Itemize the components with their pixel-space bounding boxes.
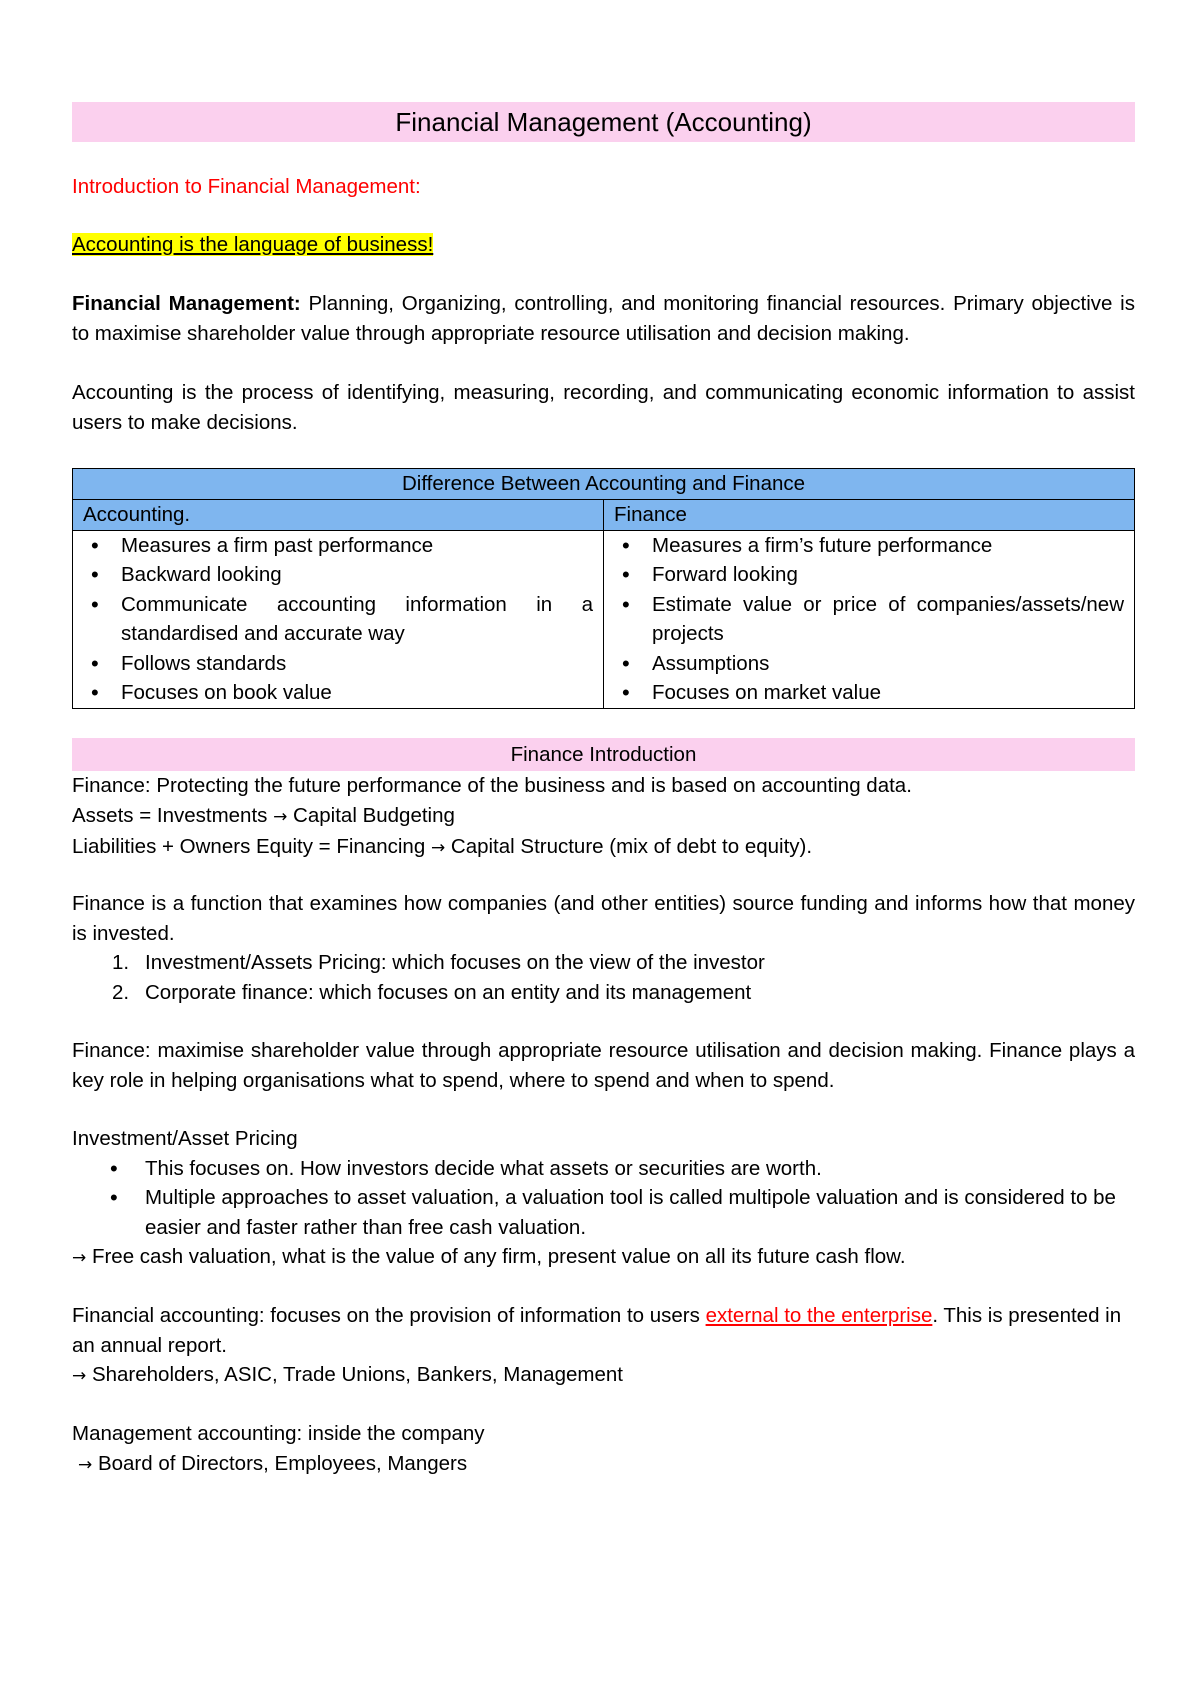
list-item: • Measures a firm’s future performance bbox=[614, 531, 1124, 561]
fm-text: Planning, Organizing, controlling, and monitoring financial resources. Primary objective is to maximise shareholder value through appropriate resource utilisation and decision making. bbox=[72, 292, 1135, 345]
accounting-column-cell bbox=[73, 530, 604, 708]
asset-pricing-section bbox=[72, 1124, 1135, 1274]
numbered-list bbox=[72, 948, 1135, 1007]
arrow-icon: → bbox=[72, 1366, 87, 1386]
list-item: • Measures a firm past performance bbox=[83, 531, 593, 561]
free-cash-line: → Free cash valuation, what is the value of any firm, present value on all its future cash flow. bbox=[72, 1245, 906, 1268]
list-item: • Forward looking bbox=[614, 560, 1124, 590]
list-item: • Multiple approaches to asset valuation, a valuation tool is called multipole valuation and is considered to be easier and faster rather than free cash valuation. bbox=[72, 1183, 1135, 1242]
financial-management-definition bbox=[72, 289, 1135, 348]
list-item: • This focuses on. How investors decide what assets or securities are worth. bbox=[72, 1154, 1135, 1184]
list-item: • Focuses on book value bbox=[83, 678, 593, 708]
numbered-item: 2. Corporate finance: which focuses on an entity and its management bbox=[112, 980, 752, 1004]
financial-accounting-section bbox=[72, 1301, 1135, 1392]
list-item: • Communicate accounting information in a standardised and accurate way bbox=[83, 590, 593, 649]
financial-accounting-text: Financial accounting: focuses on the provision of information to users external to the enterprise. This is presented in an annual report. bbox=[72, 1304, 1122, 1357]
page-title: Financial Management (Accounting) bbox=[395, 107, 812, 137]
list-item: • Assumptions bbox=[614, 649, 1124, 679]
arrow-icon: → bbox=[273, 806, 288, 827]
asset-pricing-heading: Investment/Asset Pricing bbox=[72, 1127, 298, 1150]
comparison-table bbox=[72, 468, 1135, 709]
finance-function-paragraph: Finance is a function that examines how companies (and other entities) source funding and informs how that money is invested. bbox=[72, 892, 1135, 945]
list-item: • Focuses on market value bbox=[614, 678, 1124, 708]
assets-line: Assets = Investments → Capital Budgeting bbox=[72, 803, 455, 827]
management-accounting-users: → Board of Directors, Employees, Mangers bbox=[78, 1451, 468, 1475]
fm-term: Financial Management: bbox=[72, 292, 301, 315]
accounting-column-header: Accounting. bbox=[73, 500, 604, 531]
management-accounting-text: Management accounting: inside the company bbox=[72, 1422, 485, 1445]
financial-accounting-users: → Shareholders, ASIC, Trade Unions, Bankers, Management bbox=[72, 1363, 623, 1386]
table-title: Difference Between Accounting and Finance bbox=[73, 469, 1135, 500]
asset-pricing-bullets bbox=[72, 1154, 1135, 1243]
finance-intro-line: Finance: Protecting the future performance of the business and is based on accounting data. bbox=[72, 774, 912, 797]
arrow-icon: → bbox=[78, 1454, 93, 1475]
management-accounting-section bbox=[72, 1419, 1135, 1480]
numbered-item: 1. Investment/Assets Pricing: which focuses on the view of the investor bbox=[112, 951, 765, 974]
finance-column-header: Finance bbox=[604, 500, 1135, 531]
intro-heading: Introduction to Financial Management: bbox=[72, 175, 421, 198]
list-item: • Follows standards bbox=[83, 649, 593, 679]
list-item: • Estimate value or price of companies/assets/new projects bbox=[614, 590, 1124, 649]
finance-column-cell bbox=[604, 530, 1135, 708]
arrow-icon: → bbox=[430, 838, 446, 858]
finance-list bbox=[614, 531, 1124, 708]
arrow-icon: → bbox=[72, 1248, 87, 1268]
accounting-list bbox=[83, 531, 593, 708]
liabilities-line: Liabilities + Owners Equity = Financing → Capital Structure (mix of debt to equity). bbox=[72, 835, 813, 858]
finance-intro-heading: Finance Introduction bbox=[72, 738, 1135, 771]
external-emphasis: external to the enterprise bbox=[705, 1304, 933, 1327]
title-band bbox=[72, 102, 1135, 142]
finance-intro-body bbox=[72, 771, 1135, 864]
highlight-line bbox=[72, 230, 1135, 260]
list-item: • Backward looking bbox=[83, 560, 593, 590]
accounting-definition: Accounting is the process of identifying, measuring, recording, and communicating economic information to assist users to make decisions. bbox=[72, 381, 1135, 434]
highlighted-text: Accounting is the language of business! bbox=[72, 233, 434, 256]
maximise-paragraph: Finance: maximise shareholder value through appropriate resource utilisation and decision making. Finance plays a key role in helping organisations what to spend, where to spend and when to spend. bbox=[72, 1039, 1135, 1092]
